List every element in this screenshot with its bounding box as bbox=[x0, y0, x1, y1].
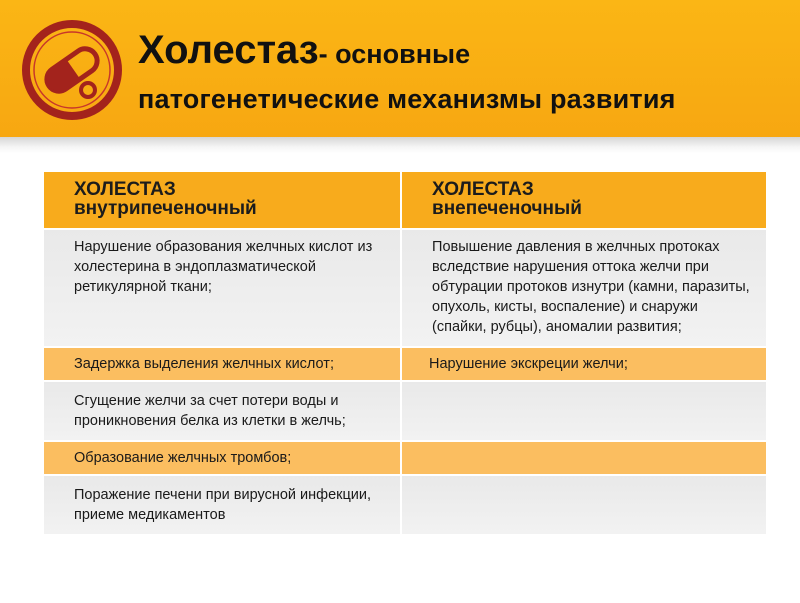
pill-capsule-icon bbox=[22, 20, 122, 120]
column-header-intrahepatic bbox=[44, 172, 400, 228]
column-header-line2: внутрипеченочный bbox=[74, 198, 257, 219]
title-rest: - основные bbox=[318, 39, 471, 69]
header-shadow bbox=[0, 137, 800, 153]
table-header-row bbox=[44, 172, 766, 228]
table-row bbox=[44, 346, 766, 380]
table-row bbox=[44, 474, 766, 534]
column-header-extrahepatic bbox=[402, 172, 766, 228]
table-cell-right: Повышение давления в желчных протоках вследствие нарушения оттока желчи при обтурации протоков изнутри (камни, паразиты, опухоль, кисты, воспаление) и снаружи (спайки, рубцы), аномалии развития; bbox=[432, 239, 750, 335]
column-header-line1: ХОЛЕСТАЗ bbox=[432, 179, 534, 200]
table-cell-right bbox=[402, 442, 766, 474]
comparison-table bbox=[44, 172, 766, 534]
table-cell-right bbox=[402, 382, 766, 440]
table-cell-right: Нарушение экскреции желчи; bbox=[429, 356, 628, 372]
table-cell-left: Нарушение образования желчных кислот из холестерина в эндоплазматической ретикулярной ткани; bbox=[74, 239, 373, 295]
table-cell-left: Задержка выделения желчных кислот; bbox=[74, 356, 334, 372]
table-cell-left: Поражение печени при вирусной инфекции, приеме медикаментов bbox=[74, 487, 372, 523]
title-subtitle: патогенетические механизмы развития bbox=[138, 84, 676, 114]
header-banner bbox=[0, 0, 800, 137]
column-header-line1: ХОЛЕСТАЗ bbox=[74, 179, 176, 200]
column-header-line2: внепеченочный bbox=[432, 198, 582, 219]
page-title bbox=[138, 28, 676, 116]
table-row bbox=[44, 228, 766, 346]
table-row bbox=[44, 380, 766, 440]
table-cell-right bbox=[402, 476, 766, 534]
table-cell-left: Сгущение желчи за счет потери воды и проникновения белка из клетки в желчь; bbox=[74, 393, 346, 429]
table-row bbox=[44, 440, 766, 474]
title-main: Холестаз bbox=[138, 28, 319, 72]
table-cell-left: Образование желчных тромбов; bbox=[74, 450, 292, 466]
